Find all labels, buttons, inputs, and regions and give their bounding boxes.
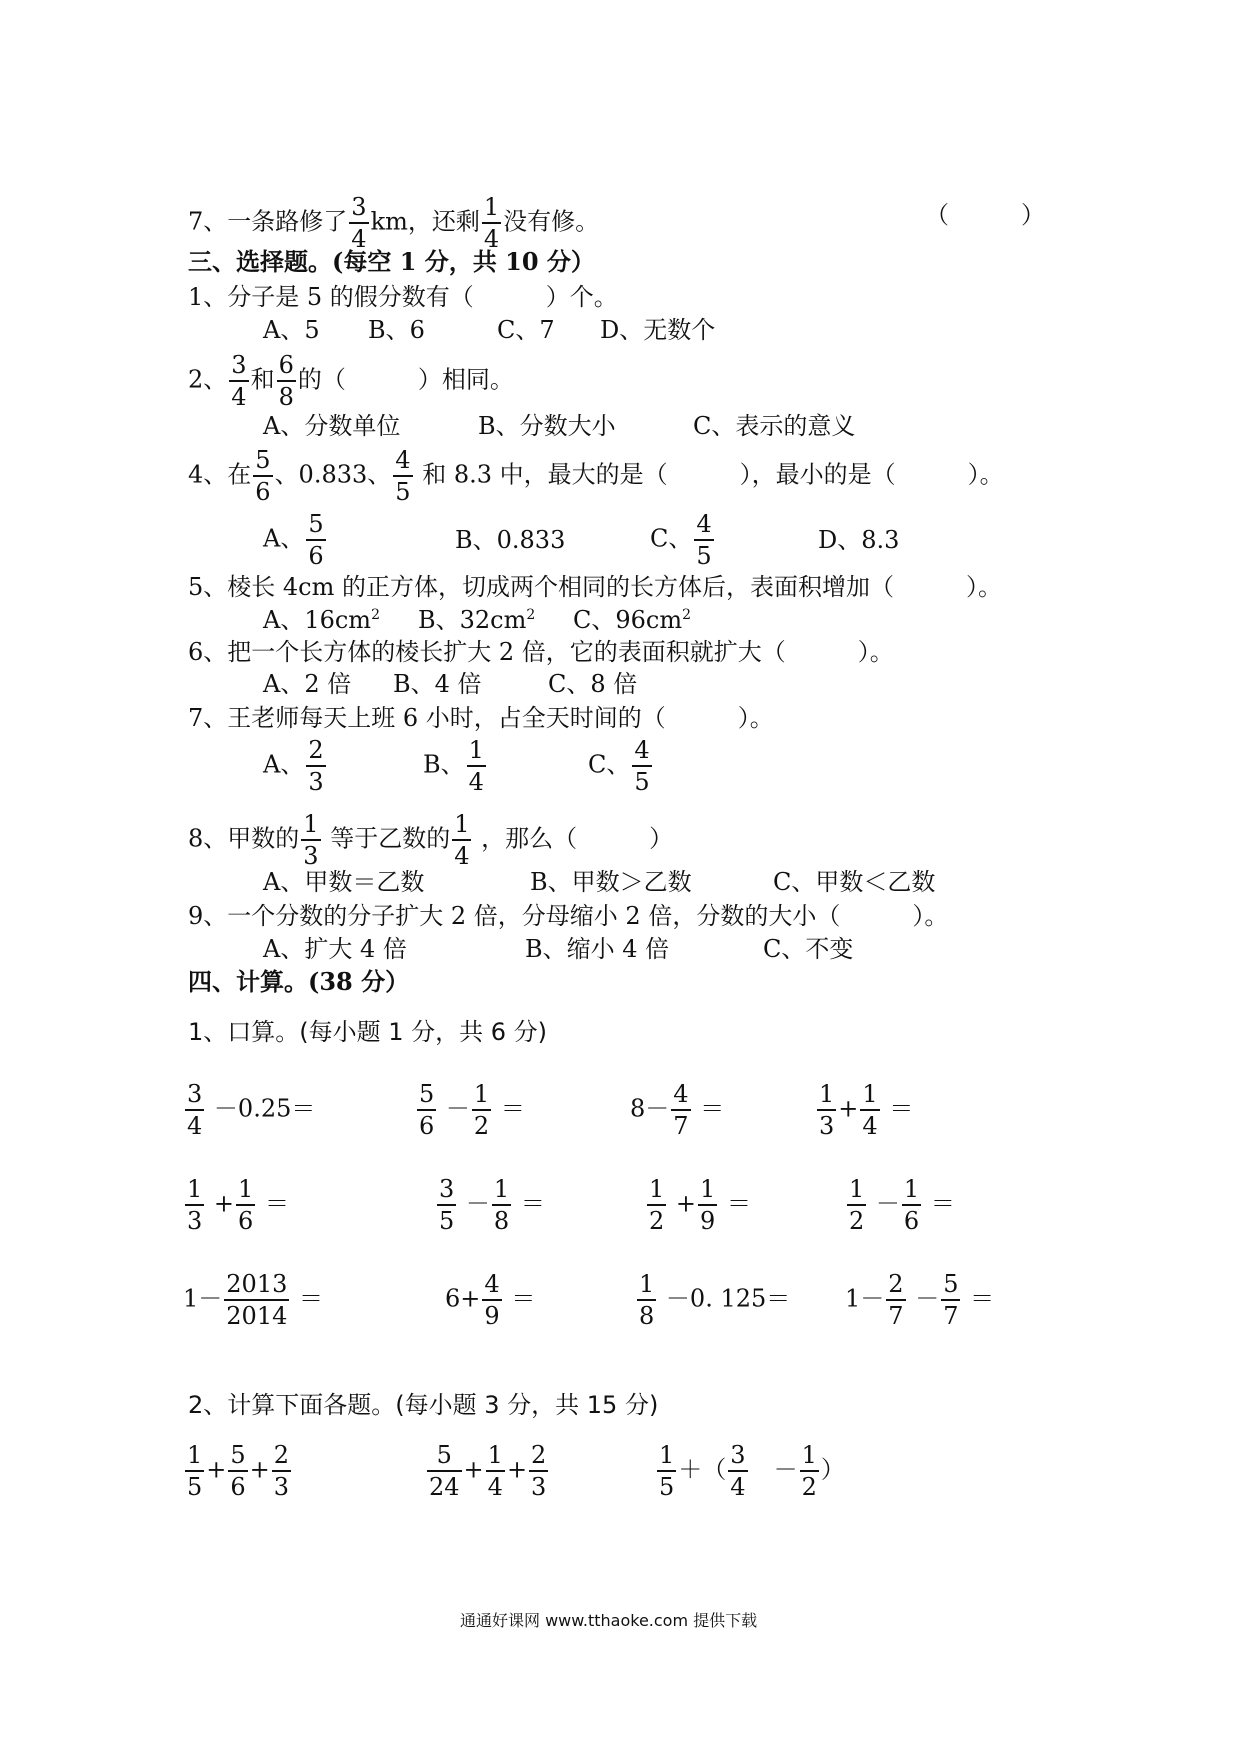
option-c: C、$96cm^2$ (573, 606, 692, 634)
choice-question-4: 4、在 $\frac{5}{6}$ 、0.833、 $\frac{4}{5}$ 和 8.3 中，最大的是（ ），最小的是（ ）。 (188, 446, 1004, 506)
option-a: A、扩大 4 倍 (263, 935, 407, 963)
mental-calc-item: $\frac{1}{2}$ + $\frac{1}{9}$ ＝ (649, 1175, 751, 1235)
fraction: $\frac{1}{3}$ (303, 810, 319, 870)
calc-item: $\frac{5}{24}$ + $\frac{1}{4}$ + $\frac{2}{3}$ (429, 1441, 547, 1501)
question-text: 没有修。 (503, 207, 600, 236)
choice-question-1: 1、分子是 5 的假分数有（ ）个。 (188, 283, 618, 311)
option-b: B、甲数＞乙数 (530, 868, 692, 896)
fraction: $\frac{6}{8}$ (278, 351, 294, 411)
choice-question-6: 6、把一个长方体的棱长扩大 2 倍，它的表面积就扩大（ ）。 (188, 638, 894, 666)
option-a: A、 $\frac{5}{6}$ (263, 510, 324, 570)
option-c: C、 $\frac{4}{5}$ (650, 510, 712, 570)
option-a: A、$16cm^2$ (263, 606, 380, 634)
choice-question-5: 5、棱长 4cm 的正方体，切成两个相同的长方体后，表面积增加（ ）。 (188, 573, 1002, 601)
fraction: $\frac{5}{6}$ (255, 446, 271, 506)
mental-calc-item: $\frac{1}{3}$ + $\frac{1}{6}$ ＝ (187, 1175, 289, 1235)
option-a: A、甲数＝乙数 (263, 868, 425, 896)
mental-calc-item: $\frac{1}{3}$ + $\frac{1}{4}$ ＝ (819, 1080, 914, 1140)
option-c: C、不变 (763, 935, 854, 963)
mental-calc-item: $\frac{3}{5}$ － $\frac{1}{8}$ ＝ (439, 1175, 545, 1235)
fraction: $\frac{3}{4}$ (351, 193, 367, 253)
choice-question-7: 7、王老师每天上班 6 小时，占全天时间的（ ）。 (188, 704, 774, 732)
option-b: B、缩小 4 倍 (525, 935, 670, 963)
choice-question-2: 2、 $\frac{3}{4}$ 和 $\frac{6}{8}$ 的（ ）相同。 (188, 351, 514, 411)
fraction: $\frac{3}{4}$ (231, 351, 247, 411)
option-a: A、5 (263, 316, 320, 344)
option-b: B、 $\frac{1}{4}$ (423, 736, 484, 796)
choice-question-9: 9、一个分数的分子扩大 2 倍，分母缩小 2 倍，分数的大小（ ）。 (188, 902, 949, 930)
mental-calc-item: 1－ $\frac{2013}{2014}$ ＝ (183, 1270, 323, 1330)
option-b: B、$32cm^2$ (418, 606, 536, 634)
option-c: C、7 (497, 316, 555, 344)
choice-question-8: 8、甲数的 $\frac{1}{3}$ 等于乙数的 $\frac{1}{4}$ ，那么（ ） (188, 810, 674, 870)
answer-bracket: （ ） (925, 201, 1045, 229)
fraction: $\frac{4}{5}$ (395, 446, 411, 506)
option-a: A、2 倍 (263, 670, 352, 698)
mental-calc-item: 8－ $\frac{4}{7}$ ＝ (630, 1080, 725, 1140)
option-d: D、8.3 (818, 526, 900, 554)
mental-calc-item: 6+ $\frac{4}{9}$ ＝ (445, 1270, 536, 1330)
option-c: C、表示的意义 (693, 412, 856, 440)
subsection-1-title: 1、口算。(每小题 1 分，共 6 分) (188, 1018, 548, 1046)
option-d: D、无数个 (600, 316, 716, 344)
footer-credit: 通通好课网 www.tthaoke.com 提供下载 (460, 1611, 758, 1630)
option-c: C、甲数＜乙数 (773, 868, 936, 896)
mental-calc-item: $\frac{5}{6}$ － $\frac{1}{2}$ ＝ (419, 1080, 525, 1140)
question-text: 一条路修了 (227, 207, 348, 236)
calc-item: $\frac{1}{5}$ ＋（ $\frac{3}{4}$ － $\frac{1}{2}$ ） (659, 1441, 845, 1501)
judge-question-7 (188, 195, 599, 251)
mental-calc-item: $\frac{1}{2}$ － $\frac{1}{6}$ ＝ (849, 1175, 955, 1235)
option-b: B、分数大小 (478, 412, 616, 440)
calc-item: $\frac{1}{5}$ + $\frac{5}{6}$ + $\frac{2}{3}$ (187, 1441, 290, 1501)
question-text: km，还剩 (370, 207, 480, 236)
option-c: C、8 倍 (548, 670, 638, 698)
option-c: C、 $\frac{4}{5}$ (588, 736, 650, 796)
option-b: B、4 倍 (393, 670, 482, 698)
mental-calc-item: 1－ $\frac{2}{7}$ － $\frac{5}{7}$ ＝ (845, 1270, 995, 1330)
mental-calc-item: $\frac{1}{8}$ －0. 125＝ (639, 1270, 791, 1330)
question-number: 7、 (188, 207, 228, 236)
fraction: $\frac{1}{4}$ (483, 193, 500, 253)
mental-calc-item: $\frac{3}{4}$ －0.25＝ (187, 1080, 316, 1140)
option-b: B、0.833 (455, 526, 566, 554)
section-3-title: 三、选择题。(每空 1 分，共 10 分） (188, 247, 595, 276)
option-a: A、分数单位 (263, 412, 401, 440)
section-4-title: 四、计算。(38 分） (188, 967, 410, 996)
option-b: B、6 (368, 316, 425, 344)
subsection-2-title: 2、计算下面各题。(每小题 3 分，共 15 分) (188, 1391, 659, 1419)
fraction: $\frac{1}{4}$ (454, 810, 470, 870)
option-a: A、 $\frac{2}{3}$ (263, 736, 324, 796)
